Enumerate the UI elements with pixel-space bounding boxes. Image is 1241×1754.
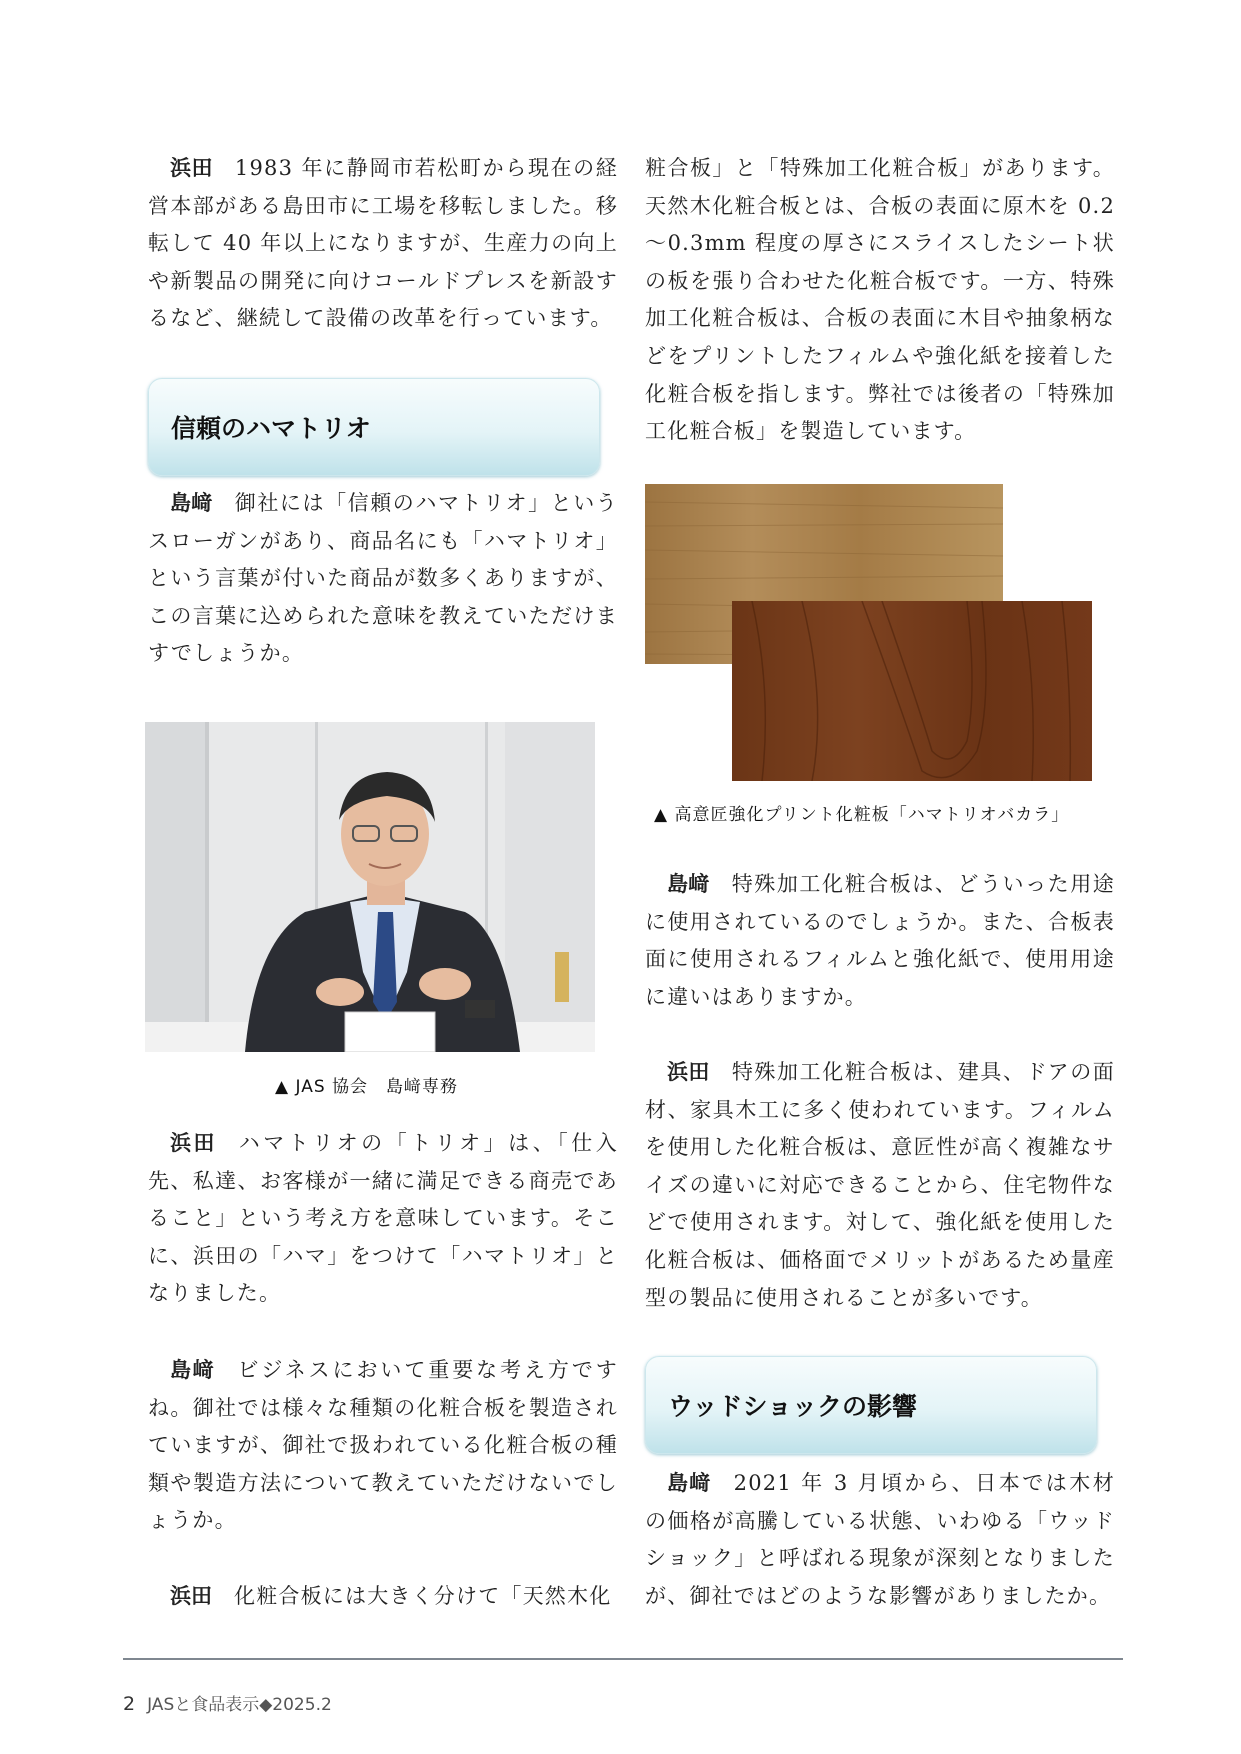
footer-rule xyxy=(123,1658,1123,1660)
section-heading-woodshock xyxy=(645,1356,1097,1454)
paragraph-hamada-4 xyxy=(645,1054,1115,1317)
speaker-name: 浜田 xyxy=(170,1584,212,1608)
paragraph-text: ビジネスにおいて重要な考え方ですね。御社では様々な種類の化粧合板を製造されていますが、御社で扱われている化粧合板の種類や製造方法について教えていただけないでしょうか。 xyxy=(148,1358,618,1533)
speaker-name: 島﨑 xyxy=(667,1471,712,1495)
paragraph-hamada-1 xyxy=(148,150,618,338)
paragraph-hamada-2 xyxy=(148,1125,618,1313)
speaker-name: 浜田 xyxy=(170,1131,217,1155)
paragraph-text: 特殊加工化粧合板は、建具、ドアの面材、家具木工に多く使われています。フィルムを使用した化粧合板は、意匠性が高く複雑なサイズの違いに対応できることから、住宅物件などで使用されます。対して、強化紙を使用した化粧合板は、価格面でメリットがあるため量産型の製品に使用されることが多いです。 xyxy=(645,1060,1115,1310)
photo-caption: ▲ JAS 協会 島﨑専務 xyxy=(275,1077,459,1097)
interview-photo xyxy=(145,722,595,1052)
speaker-name: 浜田 xyxy=(667,1060,710,1084)
speaker-name: 島﨑 xyxy=(170,1358,216,1382)
section-heading-trust xyxy=(148,378,600,476)
paragraph-text: 2021 年 3 月頃から、日本では木材の価格が高騰している状態、いわゆる「ウッドショック」と呼ばれる現象が深刻となりましたが、御社ではどのような影響がありましたか。 xyxy=(645,1471,1115,1608)
wood-grain-dark-image xyxy=(732,601,1092,781)
section-heading-text: 信頼のハマトリオ xyxy=(171,414,371,443)
paragraph-continued: 粧合板」と「特殊加工化粧合板」があります。天然木化粧合板とは、合板の表面に原木を 0.2 〜0.3mm 程度の厚さにスライスしたシート状の板を張り合わせた化粧合板です。一方、特殊加工化粧合板は、合板の表面に木目や抽象柄などをプリントしたフィルムや強化紙を接着した化粧合板を指します。弊社では後者の「特殊加工化粧合板」を製造しています。 xyxy=(645,156,1115,444)
paragraph-shimazaki-3 xyxy=(645,866,1115,1016)
interview-photo-illustration xyxy=(145,722,595,1052)
paragraph-text: ハマトリオの「トリオ」は、「仕入先、私達、お客様が一緒に満足できる商売であること」という考え方を意味しています。そこに、浜田の「ハマ」をつけて「ハマトリオ」となりました。 xyxy=(148,1131,619,1306)
wood-caption: ▲ 高意匠強化プリント化粧板「ハマトリオバカラ」 xyxy=(654,805,1070,825)
page-footer xyxy=(123,1690,332,1715)
publication-title: JASと食品表示◆2025.2 xyxy=(147,1695,332,1715)
speaker-name: 島﨑 xyxy=(667,872,710,896)
paragraph-hamada-3 xyxy=(148,1578,618,1616)
paragraph-shimazaki-2 xyxy=(148,1352,618,1540)
paragraph-text: 化粧合板には大きく分けて「天然木化 xyxy=(234,1584,612,1608)
paragraph-shimazaki-1 xyxy=(148,485,618,673)
speaker-name: 島﨑 xyxy=(170,491,213,515)
speaker-name: 浜田 xyxy=(170,156,213,180)
paragraph-shimazaki-4 xyxy=(645,1465,1115,1615)
paragraph-text: 1983 年に静岡市若松町から現在の経営本部がある島田市に工場を移転しました。移転して 40 年以上になりますが、生産力の向上や新製品の開発に向けコールドプレスを新設するなど、継続して設備の改革を行っています。 xyxy=(148,156,619,331)
page-number: 2 xyxy=(123,1693,136,1715)
wood-sample-dark xyxy=(732,601,1092,781)
section-heading-text: ウッドショックの影響 xyxy=(668,1392,918,1421)
paragraph-text: 御社には「信頼のハマトリオ」というスローガンがあり、商品名にも「ハマトリオ」という言葉が付いた商品が数多くありますが、この言葉に込められた意味を教えていただけますでしょうか。 xyxy=(148,491,618,666)
paragraph-text: 特殊加工化粧合板は、どういった用途に使用されているのでしょうか。また、合板表面に使用されるフィルムと強化紙で、使用用途に違いはありますか。 xyxy=(645,872,1115,1009)
